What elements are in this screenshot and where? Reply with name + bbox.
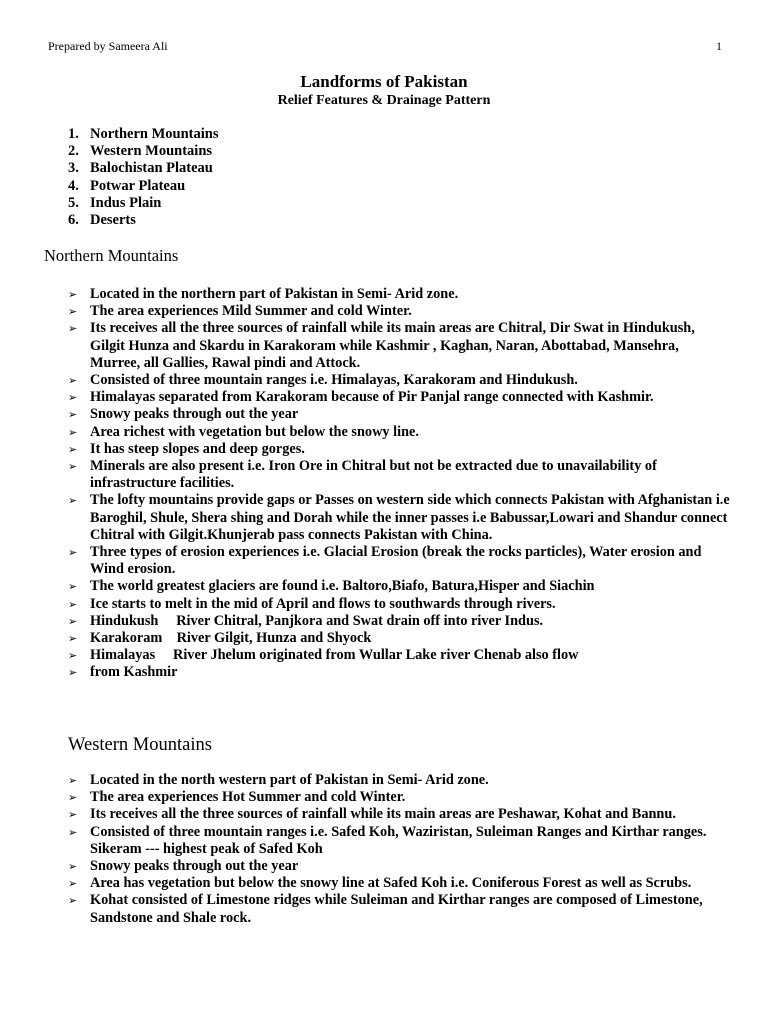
bullet-item <box>68 596 732 613</box>
topic-label: Western Mountains <box>90 143 213 160</box>
bullet-item <box>68 303 732 320</box>
section-heading-western-mountains: Western Mountains <box>68 735 212 755</box>
bullet-item <box>68 286 732 303</box>
bullet-text: Its receives all the three sources of rainfall while its main areas are Peshawar, Kohat and Bannu. <box>90 806 676 823</box>
bullet-text: The area experiences Hot Summer and cold Winter. <box>90 789 406 806</box>
bullet-text: The area experiences Mild Summer and cold Winter. <box>90 303 412 320</box>
page-number: 1 <box>716 39 722 53</box>
arrowhead-bullet-icon: ➢ <box>68 460 78 474</box>
bullet-item <box>68 406 732 423</box>
arrowhead-bullet-icon: ➢ <box>68 494 78 508</box>
arrowhead-bullet-icon: ➢ <box>68 305 78 319</box>
arrowhead-bullet-icon: ➢ <box>68 374 78 388</box>
bullet-item <box>68 875 732 892</box>
bullet-text: Consisted of three mountain ranges i.e. Himalayas, Karakoram and Hindukush. <box>90 372 578 389</box>
bullet-text: Himalayas River Jhelum originated from Wullar Lake river Chenab also flow <box>90 647 579 664</box>
arrowhead-bullet-icon: ➢ <box>68 425 78 439</box>
topic-item <box>68 160 219 177</box>
arrowhead-bullet-icon: ➢ <box>68 322 78 336</box>
bullet-text: Ice starts to melt in the mid of April and flows to southwards through rivers. <box>90 595 556 612</box>
arrowhead-bullet-icon: ➢ <box>68 408 78 422</box>
bullet-text: Area richest with vegetation but below the snowy line. <box>90 423 419 440</box>
bullet-text: from Kashmir <box>90 664 178 681</box>
bullet-text: Hindukush River Chitral, Panjkora and Swat drain off into river Indus. <box>90 612 544 629</box>
bullet-text: The lofty mountains provide gaps or Passes on western side which connects Pakistan with Afghanistan i.e Baroghil, Shule, Shera shing and Dorah while the inner passes i.e Babussar,Lowari and Shandur connect Chitral with Gilgit.Khunjerab pass connects Pakistan with China. <box>90 492 730 543</box>
page-header <box>48 38 722 54</box>
topic-label: Potwar Plateau <box>90 177 186 194</box>
bullet-item <box>68 789 732 806</box>
bullet-item <box>68 492 732 544</box>
bullet-item <box>68 664 732 681</box>
bullet-text: Minerals are also present i.e. Iron Ore in Chitral but not be extracted due to unavailability of infrastructure facilities. <box>90 458 657 492</box>
topic-number: 5. <box>68 194 79 211</box>
topic-label: Deserts <box>90 212 136 229</box>
topic-number: 4. <box>68 177 79 194</box>
bullet-item <box>68 772 732 789</box>
topics-list <box>68 126 219 229</box>
arrowhead-bullet-icon: ➢ <box>68 580 78 594</box>
bullet-text: Its receives all the three sources of rainfall while its main areas are Chitral, Dir Swat in Hindukush, Gilgit Hunza and Skardu in Karakoram while Kashmir , Kaghan, Naran, Abottabad, Mansehra, Murree, all Gallies, Rawal pindi and Attock. <box>90 320 695 371</box>
arrowhead-bullet-icon: ➢ <box>68 546 78 560</box>
arrowhead-bullet-icon: ➢ <box>68 894 78 908</box>
arrowhead-bullet-icon: ➢ <box>68 825 78 839</box>
bullet-item <box>68 578 732 595</box>
bullet-item <box>68 806 732 823</box>
arrowhead-bullet-icon: ➢ <box>68 860 78 874</box>
arrowhead-bullet-icon: ➢ <box>68 877 78 891</box>
bullet-item <box>68 630 732 647</box>
topic-number: 1. <box>68 126 79 142</box>
topic-item <box>68 143 219 160</box>
topic-label: Northern Mountains <box>90 126 219 142</box>
bullet-item <box>68 613 732 630</box>
bullet-text: Consisted of three mountain ranges i.e. Safed Koh, Waziristan, Suleiman Ranges and Kirthar ranges. Sikeram --- highest peak of Safed Koh <box>90 823 707 857</box>
northern-mountains-bullet-list <box>68 286 732 682</box>
arrowhead-bullet-icon: ➢ <box>68 666 78 680</box>
arrowhead-bullet-icon: ➢ <box>68 791 78 805</box>
bullet-item <box>68 892 732 926</box>
bullet-item <box>68 458 732 492</box>
topic-label: Balochistan Plateau <box>90 160 213 177</box>
topic-item <box>68 212 219 229</box>
bullet-text: Snowy peaks through out the year <box>90 406 299 423</box>
bullet-item <box>68 647 732 664</box>
bullet-text: Himalayas separated from Karakoram because of Pir Panjal range connected with Kashmir. <box>90 389 654 406</box>
arrowhead-bullet-icon: ➢ <box>68 808 78 822</box>
topic-number: 6. <box>68 212 79 229</box>
section-heading-northern-mountains: Northern Mountains <box>44 246 179 265</box>
bullet-item <box>68 372 732 389</box>
bullet-text: Area has vegetation but below the snowy line at Safed Koh i.e. Coniferous Forest as well as Scrubs. <box>90 875 692 892</box>
bullet-text: Snowy peaks through out the year <box>90 858 299 875</box>
bullet-item <box>68 441 732 458</box>
arrowhead-bullet-icon: ➢ <box>68 614 78 628</box>
bullet-text: Karakoram River Gilgit, Hunza and Shyock <box>90 630 372 647</box>
arrowhead-bullet-icon: ➢ <box>68 288 78 301</box>
bullet-item <box>68 824 732 858</box>
topic-item <box>68 126 219 143</box>
topic-label: Indus Plain <box>90 194 162 211</box>
document-title: Landforms of Pakistan <box>300 72 468 91</box>
topic-item <box>68 178 219 195</box>
western-mountains-bullet-list <box>68 772 732 927</box>
bullet-text: Kohat consisted of Limestone ridges while Suleiman and Kirthar ranges are composed of Limestone, Sandstone and Shale rock. <box>90 892 703 926</box>
bullet-item <box>68 320 732 372</box>
bullet-text: The world greatest glaciers are found i.e. Baltoro,Biafo, Batura,Hisper and Siachin <box>90 578 595 595</box>
bullet-item <box>68 858 732 875</box>
bullet-text: Located in the northern part of Pakistan in Semi- Arid zone. <box>90 286 459 302</box>
bullet-text: Located in the north western part of Pakistan in Semi- Arid zone. <box>90 772 489 788</box>
topic-item <box>68 195 219 212</box>
arrowhead-bullet-icon: ➢ <box>68 632 78 646</box>
arrowhead-bullet-icon: ➢ <box>68 774 78 787</box>
topic-number: 2. <box>68 143 79 160</box>
prepared-by-text: Prepared by Sameera Ali <box>48 39 168 53</box>
arrowhead-bullet-icon: ➢ <box>68 442 78 456</box>
bullet-text: Three types of erosion experiences i.e. Glacial Erosion (break the rocks particles), Water erosion and Wind erosion. <box>90 544 702 578</box>
document-subtitle: Relief Features & Drainage Pattern <box>277 93 491 108</box>
bullet-item <box>68 424 732 441</box>
bullet-item <box>68 544 732 578</box>
arrowhead-bullet-icon: ➢ <box>68 597 78 611</box>
arrowhead-bullet-icon: ➢ <box>68 649 78 663</box>
arrowhead-bullet-icon: ➢ <box>68 391 78 405</box>
bullet-text: It has steep slopes and deep gorges. <box>90 440 305 457</box>
topic-number: 3. <box>68 160 79 177</box>
bullet-item <box>68 389 732 406</box>
